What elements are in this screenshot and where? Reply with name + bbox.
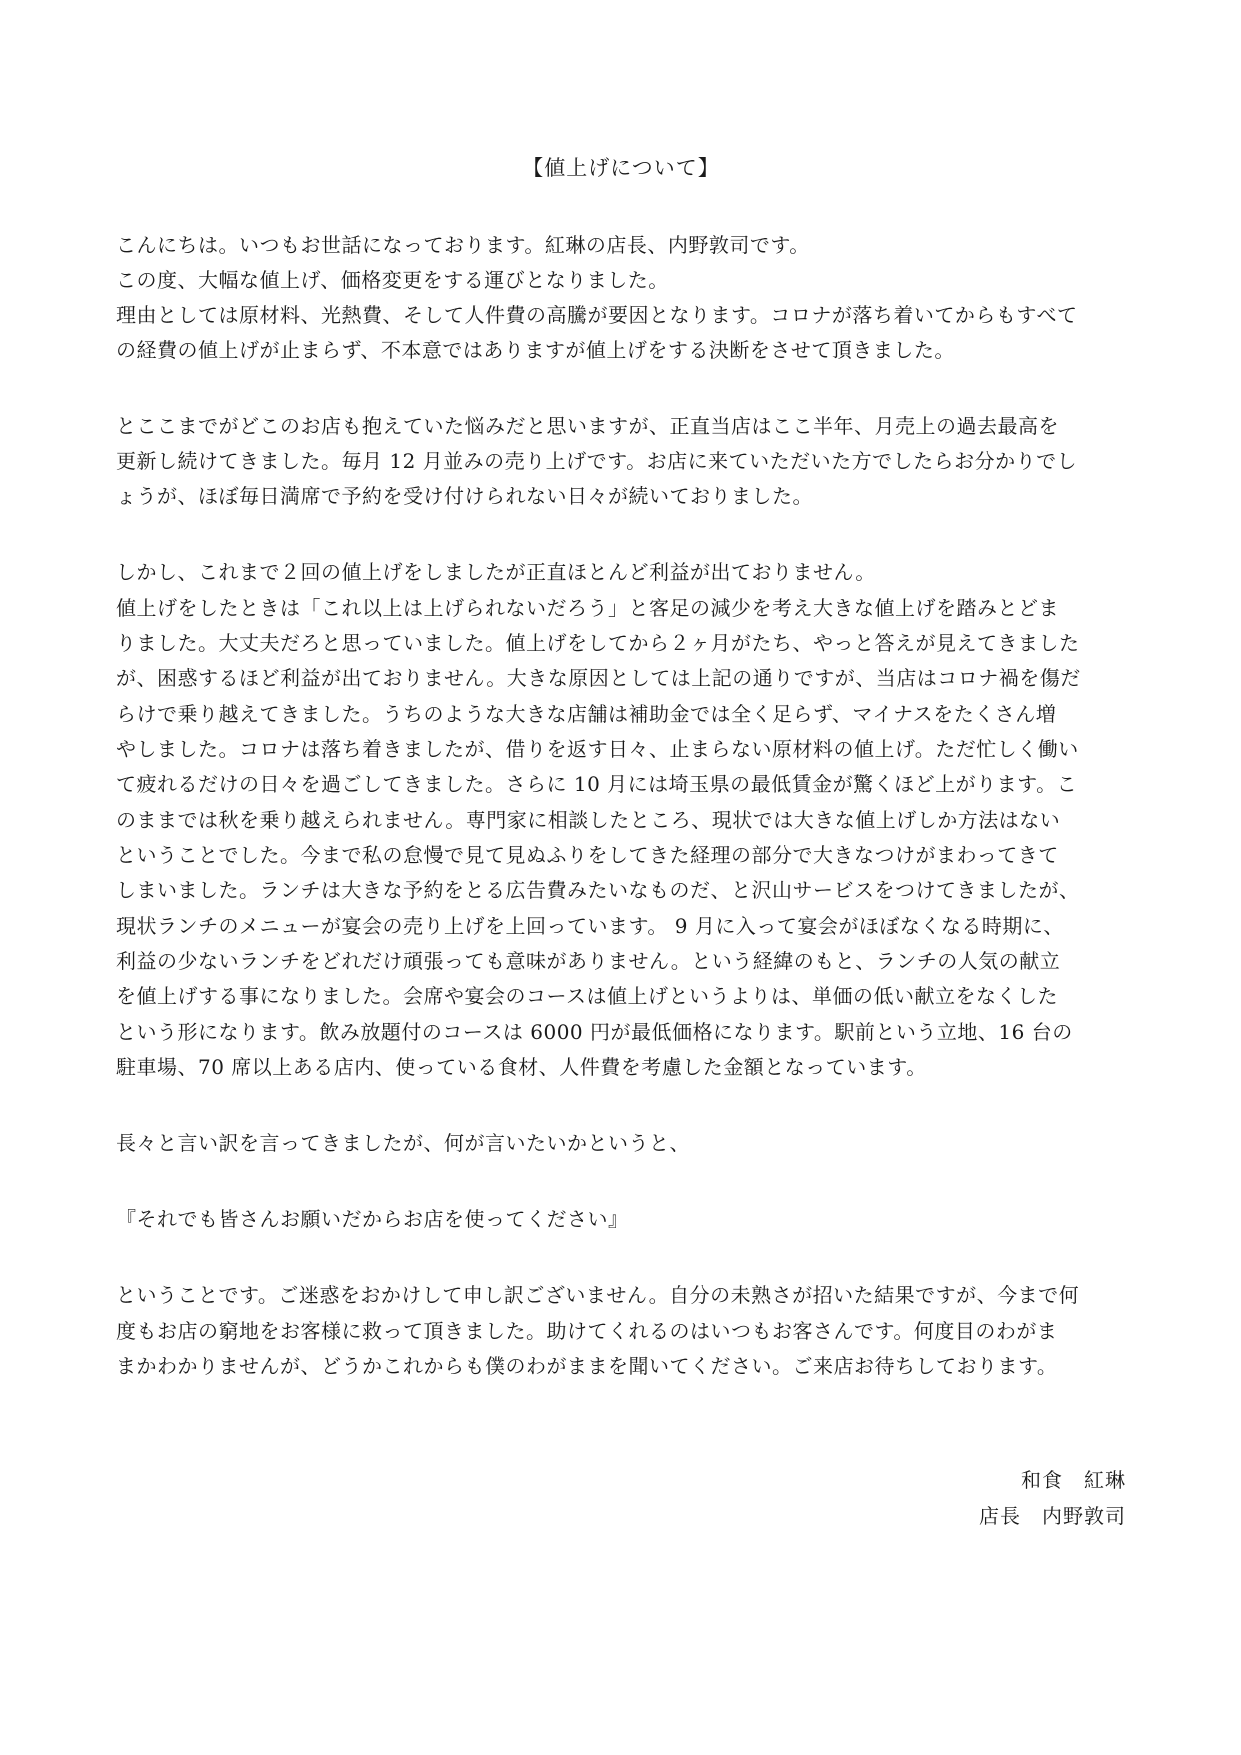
body-line: ょうが、ほぼ毎日満席で予約を受け付けられない日々が続いておりました。 — [116, 484, 813, 508]
body-line: りました。大丈夫だろと思っていました。値上げをしてから２ヶ月がたち、やっと答えが見えてきました — [116, 631, 1080, 655]
body-line: 値上げをしたときは「これ以上は上げられないだろう」と客足の減少を考え大きな値上げを踏みとどま — [116, 596, 1059, 620]
body-line: のままでは秋を乗り越えられません。専門家に相談したところ、現状では大きな値上げしか方法はない — [116, 808, 1061, 832]
emphasis-line: 『それでも皆さんお願いだからお店を使ってください』 — [116, 1207, 629, 1231]
body-line: こんにちは。いつもお世話になっております。紅琳の店長、内野敦司です。 — [116, 233, 810, 257]
body-line: が、困惑するほど利益が出ておりません。大きな原因としては上記の通りですが、当店はコロナ禍を傷だ — [116, 666, 1081, 690]
body-line: しかし、これまで２回の値上げをしましたが正直ほとんど利益が出ておりません。 — [116, 560, 876, 584]
signature-shop: 和食 紅琳 — [1021, 1468, 1126, 1492]
body-line: ということでした。今まで私の怠慢で見て見ぬふりをしてきた経理の部分で大きなつけがまわってきて — [116, 843, 1059, 867]
letter-page — [116, 0, 1126, 1755]
signature-owner: 店長 内野敦司 — [979, 1504, 1126, 1528]
body-line: の経費の値上げが止まらず、不本意ではありますが値上げをする決断をさせて頂きました。 — [116, 338, 955, 362]
letter-title: 【値上げについて】 — [522, 156, 720, 180]
body-line: 更新し続けてきました。毎月 12 月並みの売り上げです。お店に来ていただいた方でしたらお分かりでし — [116, 449, 1078, 473]
body-line: を値上げする事になりました。会席や宴会のコースは値上げというよりは、単価の低い献立をなくした — [116, 984, 1058, 1008]
body-line: やしました。コロナは落ち着きましたが、借りを返す日々、止まらない原材料の値上げ。ただ忙しく働い — [116, 737, 1079, 761]
body-line: 駐車場、70 席以上ある店内、使っている食材、人件費を考慮した金額となっています。 — [116, 1055, 927, 1079]
body-line: 理由としては原材料、光熱費、そして人件費の高騰が要因となります。コロナが落ち着いてからもすべて — [116, 303, 1078, 327]
body-line: て疲れるだけの日々を過ごしてきました。さらに 10 月には埼玉県の最低賃金が驚くほど上がります。こ — [116, 772, 1078, 796]
body-line: という形になります。飲み放題付のコースは 6000 円が最低価格になります。駅前という立地、16 台の — [116, 1020, 1073, 1044]
body-line: とここまでがどこのお店も抱えていた悩みだと思いますが、正直当店はここ半年、月売上の過去最高を — [116, 414, 1059, 438]
body-line: らけで乗り越えてきました。うちのような大きな店舗は補助金では全く足らず、マイナスをたくさん増 — [116, 702, 1057, 726]
body-line: まかわかりませんが、どうかこれからも僕のわがままを聞いてください。ご来店お待ちしております。 — [116, 1354, 1058, 1378]
body-line: 度もお店の窮地をお客様に救って頂きました。助けてくれるのはいつもお客さんです。何度目のわがま — [116, 1319, 1058, 1343]
body-line: この度、大幅な値上げ、価格変更をする運びとなりました。 — [116, 268, 669, 292]
body-line: 現状ランチのメニューが宴会の売り上げを上回っています。 9 月に入って宴会がほぼなくなる時期に、 — [116, 914, 1064, 938]
body-line: 利益の少ないランチをどれだけ頑張っても意味がありません。という経緯のもと、ランチの人気の献立 — [116, 949, 1061, 973]
body-line: 長々と言い訳を言ってきましたが、何が言いたいかというと、 — [116, 1131, 690, 1155]
body-line: ということです。ご迷惑をおかけして申し訳ございません。自分の未熟さが招いた結果ですが、今まで何 — [116, 1283, 1080, 1307]
body-line: しまいました。ランチは大きな予約をとる広告費みたいなものだ、と沢山サービスをつけてきましたが、 — [116, 878, 1080, 902]
